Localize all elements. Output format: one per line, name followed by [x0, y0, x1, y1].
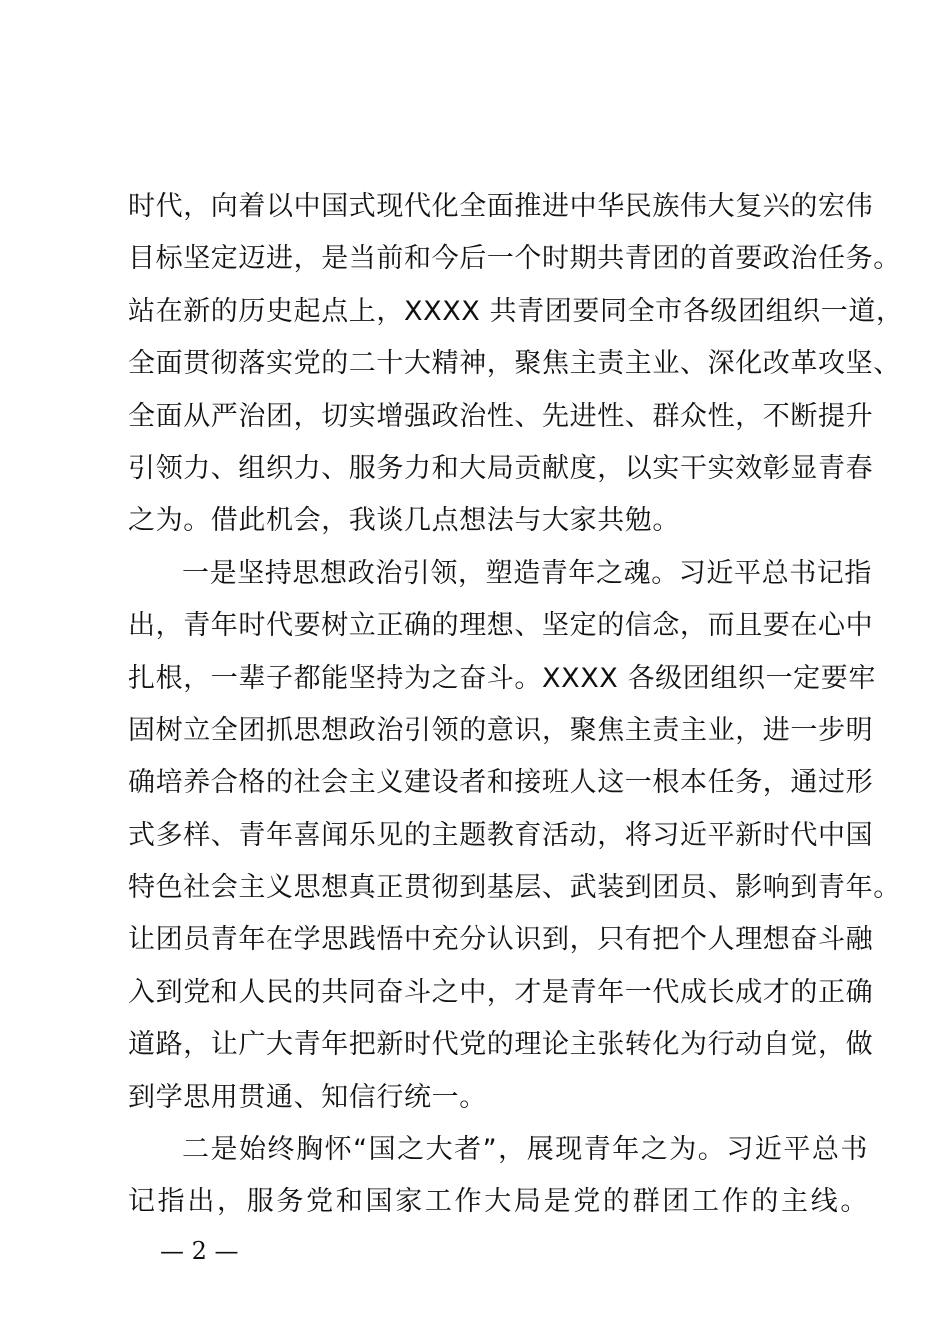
text-line: 一是坚持思想政治引领，塑造青年之魂。习近平总书记指 [182, 557, 872, 589]
text-line: 让团员青年在学思践悟中充分认识到，只有把个人理想奋斗融 [128, 924, 874, 956]
text-line: 确培养合格的社会主义建设者和接班人这一根本任务，通过形 [128, 767, 874, 799]
page-number: — 2 — [160, 1237, 239, 1265]
text-line: 道路，让广大青年把新时代党的理论主张转化为行动自觉，做 [128, 1029, 874, 1061]
text-line: 引领力、组织力、服务力和大局贡献度，以实干实效彰显青春 [128, 452, 874, 484]
text-line: 出，青年时代要树立正确的理想、坚定的信念，而且要在心中 [128, 610, 874, 642]
text-line: 到学思用贯通、知信行统一。 [128, 1081, 487, 1113]
text-line: 入到党和人民的共同奋斗之中，才是青年一代成长成才的正确 [128, 976, 874, 1008]
text-line: 站在新的历史起点上，XXXX 共青团要同全市各级团组织一道， [128, 295, 904, 327]
text-line: 时代，向着以中国式现代化全面推进中华民族伟大复兴的宏伟 [128, 191, 874, 222]
text-line: 之为。借此机会，我谈几点想法与大家共勉。 [128, 505, 680, 537]
text-line: 全面从严治团，切实增强政治性、先进性、群众性，不断提升 [128, 400, 874, 432]
text-line: 二是始终胸怀“国之大者”，展现青年之为。习近平总书 [182, 1134, 868, 1166]
text-line: 式多样、青年喜闻乐见的主题教育活动，将习近平新时代中国 [128, 819, 874, 851]
text-line: 特色社会主义思想真正贯彻到基层、武装到团员、影响到青年。 [128, 872, 901, 904]
text-line: 扎根，一辈子都能坚持为之奋斗。XXXX 各级团组织一定要牢 [128, 662, 876, 694]
text-line: 全面贯彻落实党的二十大精神，聚焦主责主业、深化改革攻坚、 [128, 348, 901, 380]
text-line: 记指出，服务党和国家工作大局是党的群团工作的主线。 [128, 1186, 868, 1218]
text-line: 固树立全团抓思想政治引领的意识，聚焦主责主业，进一步明 [128, 714, 874, 746]
text-line: 目标坚定迈进，是当前和今后一个时期共青团的首要政治任务。 [128, 243, 901, 275]
document-body [128, 181, 904, 1229]
